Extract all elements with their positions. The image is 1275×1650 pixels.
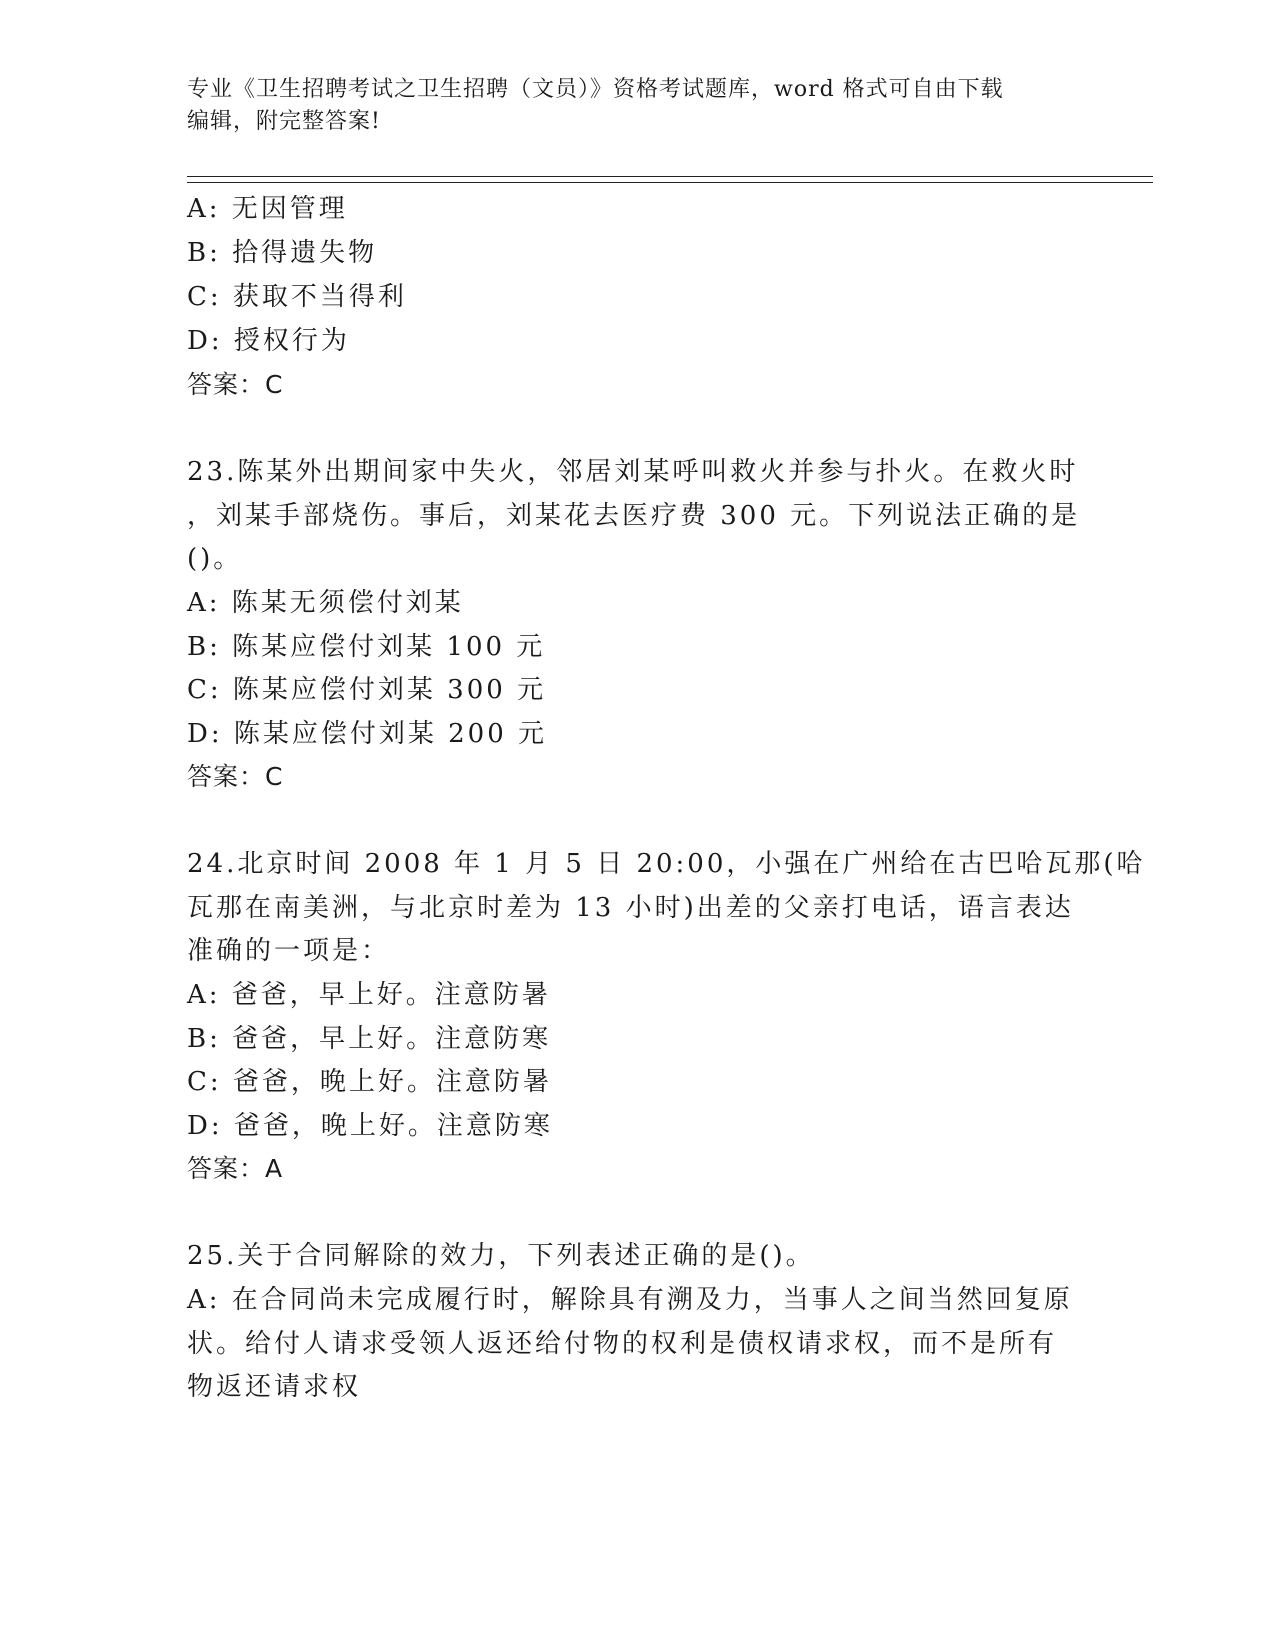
q25-option-a-line-1: A: 在合同尚未完成履行时，解除具有溯及力，当事人之间当然回复原	[187, 1285, 1073, 1315]
document-header	[187, 74, 1067, 138]
header-line-1: 专业《卫生招聘考试之卫生招聘（文员）》资格考试题库，word 格式可自由下载	[187, 77, 1004, 102]
q24-stem-line-3: 准确的一项是：	[187, 936, 391, 966]
q22-answer: 答案：C	[187, 370, 284, 399]
header-line-2: 编辑，附完整答案!	[187, 109, 381, 134]
q22-option-b: B: 拾得遗失物	[187, 238, 378, 268]
q24-answer: 答案：A	[187, 1154, 284, 1183]
q25-stem-line-1: 25.关于合同解除的效力，下列表述正确的是()。	[187, 1241, 815, 1271]
q24-stem-line-1: 24.北京时间 2008 年 1 月 5 日 20:00，小强在广州给在古巴哈瓦那(哈	[187, 849, 1146, 879]
header-divider-top	[187, 176, 1153, 177]
q25-option-a-line-3: 物返还请求权	[187, 1372, 362, 1402]
q24-stem-line-2: 瓦那在南美洲，与北京时差为 13 小时)出差的父亲打电话，语言表达	[187, 893, 1074, 923]
q23-option-c: C: 陈某应偿付刘某 300 元	[187, 675, 547, 705]
q23-stem-line-1: 23.陈某外出期间家中失火，邻居刘某呼叫救火并参与扑火。在救火时	[187, 457, 1079, 487]
q24-option-a: A: 爸爸，早上好。注意防暑	[187, 980, 551, 1010]
q22-option-a: A: 无因管理	[187, 194, 348, 224]
q23-stem-line-3: ()。	[187, 544, 243, 574]
q22-option-c: C: 获取不当得利	[187, 282, 407, 312]
q23-answer: 答案：C	[187, 762, 284, 791]
header-divider-bottom	[187, 182, 1153, 183]
q22-option-d: D: 授权行为	[187, 326, 350, 356]
q23-option-b: B: 陈某应偿付刘某 100 元	[187, 632, 546, 662]
q24-option-d: D: 爸爸，晚上好。注意防寒	[187, 1111, 553, 1141]
q23-stem-line-2: ，刘某手部烧伤。事后，刘某花去医疗费 300 元。下列说法正确的是	[187, 501, 1081, 531]
q24-option-b: B: 爸爸，早上好。注意防寒	[187, 1024, 552, 1054]
q25-option-a-line-2: 状。给付人请求受领人返还给付物的权利是债权请求权，而不是所有	[187, 1329, 1058, 1359]
q23-option-d: D: 陈某应偿付刘某 200 元	[187, 719, 548, 749]
q23-option-a: A: 陈某无须偿付刘某	[187, 588, 464, 618]
q24-option-c: C: 爸爸，晚上好。注意防暑	[187, 1067, 552, 1097]
